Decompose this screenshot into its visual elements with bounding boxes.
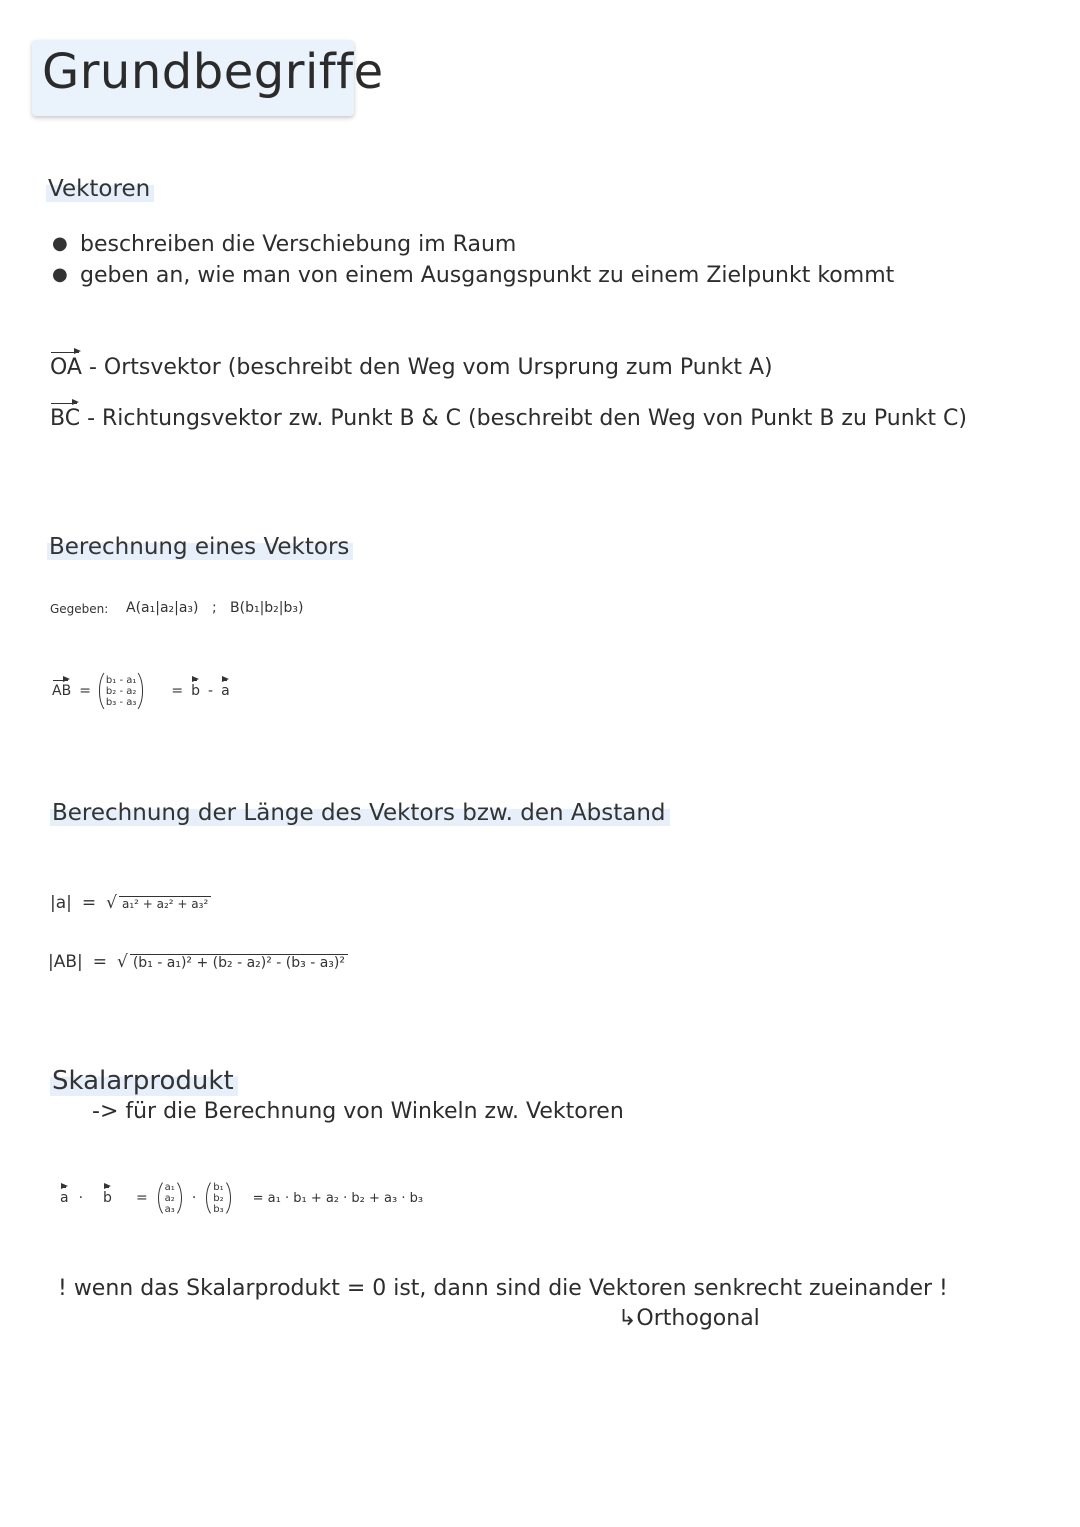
point-a: A(a₁|a₂|a₃) bbox=[126, 600, 199, 616]
equals-sign: = bbox=[171, 683, 184, 699]
point-b: B(b₁|b₂|b₃) bbox=[230, 600, 304, 616]
equals-sign: = bbox=[135, 1190, 148, 1206]
equals-sign: = bbox=[92, 952, 107, 972]
bullet-text-1: beschreiben die Verschiebung im Raum bbox=[80, 232, 517, 257]
matrix-row: b₃ - a₃ bbox=[105, 696, 137, 708]
scalar-product-formula bbox=[60, 1178, 423, 1218]
abs-a-formula bbox=[50, 893, 211, 913]
sqrt-icon: √ bbox=[117, 952, 128, 972]
page-title: Grundbegriffe bbox=[42, 44, 384, 100]
ab-vector-label: AB bbox=[52, 683, 72, 699]
bc-definition bbox=[50, 406, 967, 431]
oa-vector-label: OA bbox=[50, 355, 82, 380]
vector-b: b bbox=[191, 683, 201, 699]
equals-sign: = bbox=[79, 683, 91, 699]
separator: ; bbox=[212, 600, 217, 616]
column-vector-b bbox=[206, 1178, 230, 1218]
oa-definition bbox=[50, 355, 773, 380]
matrix-row: b₁ - a₁ bbox=[105, 674, 137, 686]
sqrt-icon: √ bbox=[106, 893, 117, 913]
vector-a: a bbox=[221, 683, 230, 699]
column-entry: b₃ bbox=[213, 1203, 224, 1215]
gegeben-label: Gegeben: bbox=[50, 602, 109, 616]
skalar-subtext: -> für die Berechnung von Winkeln zw. Vektoren bbox=[92, 1099, 624, 1124]
section-heading-skalar: Skalarprodukt bbox=[50, 1066, 238, 1096]
bullet-icon: ● bbox=[52, 264, 68, 285]
abs-ab-label: |AB| bbox=[48, 952, 83, 972]
vector-b: b bbox=[103, 1190, 112, 1206]
oa-text: - Ortsvektor (beschreibt den Weg vom Ursprung zum Punkt A) bbox=[88, 355, 773, 380]
section-heading-laenge: Berechnung der Länge des Vektors bzw. den Abstand bbox=[50, 800, 670, 826]
column-entry: b₂ bbox=[213, 1192, 224, 1204]
bullet-text-2: geben an, wie man von einem Ausgangspunkt zu einem Zielpunkt kommt bbox=[80, 263, 895, 288]
dot-sign: · bbox=[78, 1190, 84, 1206]
vector-a: a bbox=[60, 1190, 69, 1206]
bc-text: - Richtungsvektor zw. Punkt B & C (beschreibt den Weg von Punkt B zu Punkt C) bbox=[87, 406, 967, 431]
abs-a-rhs: a₁² + a₂² + a₃² bbox=[119, 896, 211, 911]
ab-formula bbox=[52, 668, 230, 714]
abs-a-label: |a| bbox=[50, 893, 72, 913]
scalar-result: = a₁ · b₁ + a₂ · b₂ + a₃ · b₃ bbox=[252, 1190, 424, 1206]
abs-ab-formula bbox=[48, 952, 348, 972]
column-entry: a₃ bbox=[164, 1203, 175, 1215]
orthogonal-subnote: ↳Orthogonal bbox=[618, 1306, 760, 1331]
orthogonal-note: ! wenn das Skalarprodukt = 0 ist, dann sind die Vektoren senkrecht zueinander ! bbox=[58, 1276, 948, 1301]
matrix-row: b₂ - a₂ bbox=[105, 685, 137, 697]
column-entry: a₂ bbox=[164, 1192, 175, 1204]
abs-ab-rhs: (b₁ - a₁)² + (b₂ - a₂)² - (b₃ - a₃)² bbox=[130, 954, 348, 971]
bullet-icon: ● bbox=[52, 233, 68, 254]
section-heading-vektoren: Vektoren bbox=[46, 176, 154, 202]
difference-matrix bbox=[99, 668, 143, 714]
bc-vector-label: BC bbox=[50, 406, 81, 431]
column-vector-a bbox=[158, 1178, 182, 1218]
equals-sign: = bbox=[81, 893, 97, 913]
column-entry: a₁ bbox=[164, 1181, 175, 1193]
dot-sign: · bbox=[191, 1190, 197, 1206]
minus-sign: - bbox=[208, 683, 214, 699]
section-heading-berechnung: Berechnung eines Vektors bbox=[47, 534, 353, 560]
column-entry: b₁ bbox=[213, 1181, 224, 1193]
